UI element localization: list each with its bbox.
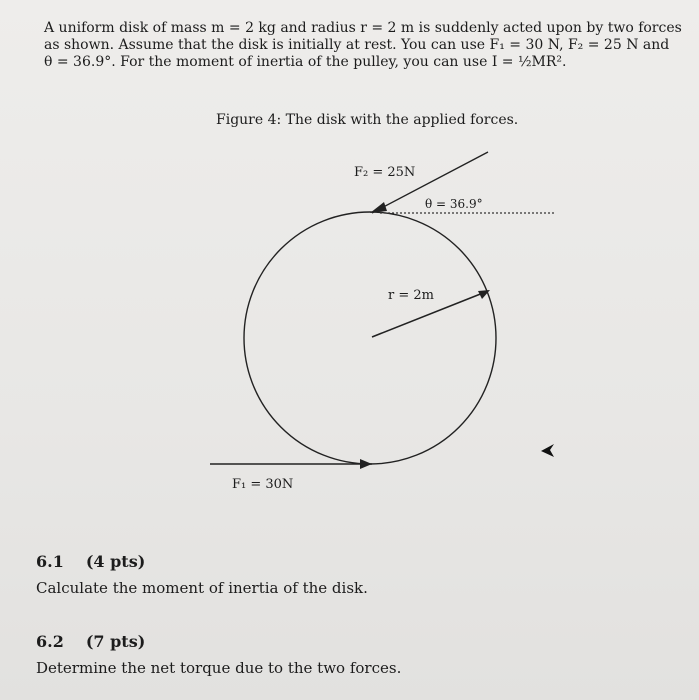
problem-line-2: as shown. Assume that the disk is initially at rest. You can use F₁ = 30 N, F₂ = 25 N and — [44, 37, 670, 53]
problem-line-1: A uniform disk of mass m = 2 kg and radius r = 2 m is suddenly acted upon by two forces — [44, 20, 682, 36]
theta-label: θ = 36.9° — [425, 197, 483, 211]
f2-label: F₂ = 25N — [354, 165, 416, 180]
f1-label: F₁ = 30N — [232, 477, 294, 492]
question-6-2-text: Determine the net torque due to the two forces. — [36, 659, 402, 677]
question-6-1-number: 6.1 — [36, 552, 64, 571]
f2-arrowhead-icon — [370, 202, 387, 213]
question-6-1-points: (4 pts) — [85, 552, 146, 571]
question-6-2-header — [36, 632, 401, 651]
question-6-1 — [36, 552, 368, 597]
problem-line-3: θ = 36.9°. For the moment of inertia of the pulley, you can use I = ½MR². — [44, 54, 567, 70]
radius-label: r = 2m — [388, 288, 434, 303]
question-6-2-points: (7 pts) — [85, 632, 146, 651]
question-6-1-header — [36, 552, 368, 571]
f1-arrowhead-icon — [360, 459, 372, 469]
question-6-2-number: 6.2 — [36, 632, 64, 651]
figure-caption: Figure 4: The disk with the applied forces. — [216, 112, 519, 128]
question-6-2 — [36, 632, 401, 677]
mouse-cursor-icon — [540, 443, 556, 461]
disk-circle — [244, 212, 496, 464]
question-6-1-text: Calculate the moment of inertia of the disk. — [36, 579, 368, 597]
